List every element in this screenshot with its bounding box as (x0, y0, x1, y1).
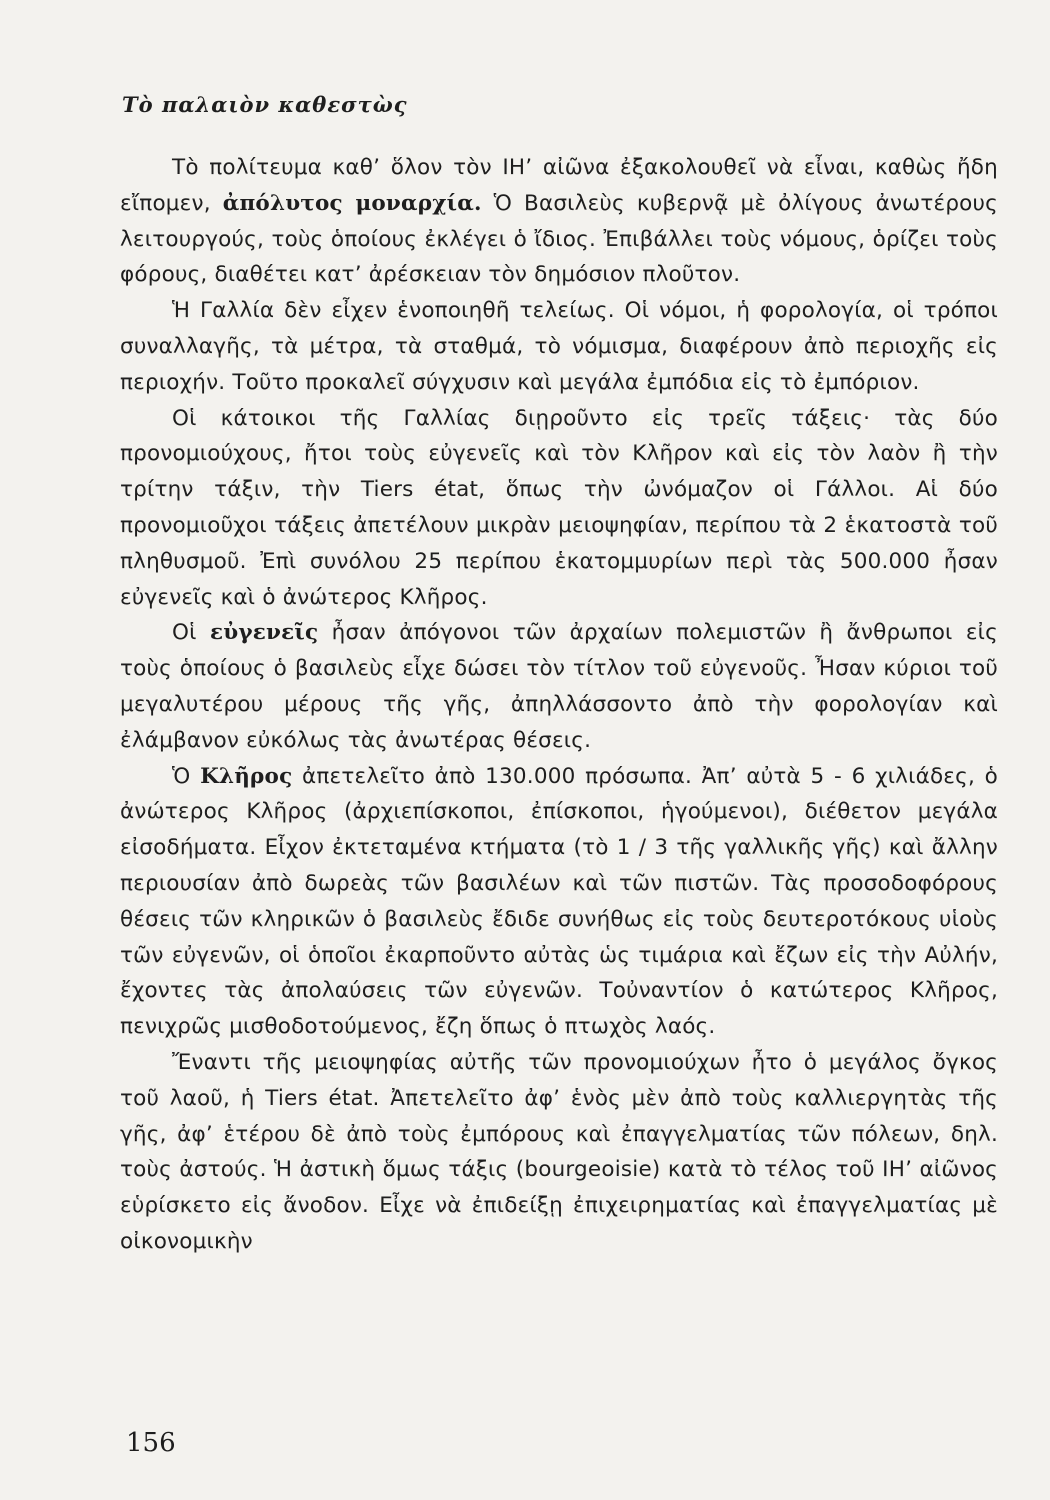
paragraph: Οἱ κάτοικοι τῆς Γαλλίας διῃροῦντο εἰς τρεῖς τάξεις· τὰς δύο προνομιούχους, ἤτοι τοὺς εὐγενεῖς καὶ τὸν Κλῆρον καὶ εἰς τὸν λαὸν ἢ τὴν τρίτην τάξιν, τὴν Tiers état, ὅπως τὴν ὠνόμαζον οἱ Γάλλοι. Αἱ δύο προνομιοῦχοι τάξεις ἀπετέλουν μικρὰν μειοψηφίαν, περίπου τὰ 2 ἑκατοστὰ τοῦ πληθυσμοῦ. Ἐπὶ συνόλου 25 περίπου ἑκατομμυρίων περὶ τὰς 500.000 ἦσαν εὐγενεῖς καὶ ὁ ἀνώτερος Κλῆρος. (120, 405, 998, 610)
emphasis: Κλῆρος (200, 763, 293, 789)
emphasis: εὐγενεῖς (209, 620, 319, 646)
emphasis: ἀπόλυτος μοναρχία. (222, 190, 482, 216)
paragraph: Ἡ Γαλλία δὲν εἶχεν ἑνοποιηθῆ τελείως. Οἱ νόμοι, ἡ φορολογία, οἱ τρόποι συναλλαγῆς, τὰ μέτρα, τὰ σταθμά, τὸ νόμισμα, διαφέρουν ἀπὸ περιοχῆς εἰς περιοχήν. Τοῦτο προκαλεῖ σύγχυσιν καὶ μεγάλα ἐμπόδια εἰς τὸ ἐμπόριον. (120, 298, 998, 395)
paragraph: Ἔναντι τῆς μειοψηφίας αὐτῆς τῶν προνομιούχων ἦτο ὁ μεγάλος ὄγκος τοῦ λαοῦ, ἡ Tiers état. Ἀπετελεῖτο ἀφ’ ἑνὸς μὲν ἀπὸ τοὺς καλλιεργητὰς τῆς γῆς, ἀφ’ ἑτέρου δὲ ἀπὸ τοὺς ἐμπόρους καὶ ἐπαγγελματίας τῶν πόλεων, δηλ. τοὺς ἀστούς. Ἡ ἀστικὴ ὅμως τάξις (bourgeoisie) κατὰ τὸ τέλος τοῦ ΙΗ’ αἰῶνος εὑρίσκετο εἰς ἄνοδον. Εἶχε νὰ ἐπιδείξῃ ἐπιχειρηματίας καὶ ἐπαγγελματίας μὲ οἰκονομικὴν (120, 1049, 998, 1254)
paragraph: Οἱ εὐγενεῖς ἦσαν ἀπόγονοι τῶν ἀρχαίων πολεμιστῶν ἢ ἄνθρωποι εἰς τοὺς ὁποίους ὁ βασιλεὺς εἶχε δώσει τὸν τίτλον τοῦ εὐγενοῦς. Ἦσαν κύριοι τοῦ μεγαλυτέρου μέρους τῆς γῆς, ἀπηλλάσσοντο ἀπὸ τὴν φορολογίαν καὶ ἐλάμβανον εὐκόλως τὰς ἀνωτέρας θέσεις. (120, 620, 998, 753)
page-number: 156 (126, 1428, 176, 1458)
paragraph: Τὸ πολίτευμα καθ’ ὅλον τὸν ΙΗ’ αἰῶνα ἐξακολουθεῖ νὰ εἶναι, καθὼς ἤδη εἴπομεν, ἀπόλυτος μοναρχία. Ὁ Βασιλεὺς κυβερνᾷ μὲ ὀλίγους ἀνωτέρους λειτουργούς, τοὺς ὁποίους ἐκλέγει ὁ ἴδιος. Ἐπιβάλλει τοὺς νόμους, ὁρίζει τοὺς φόρους, διαθέτει κατ’ ἀρέσκειαν τὸν δημόσιον πλοῦτον. (120, 155, 998, 288)
body-text (120, 150, 998, 1260)
paragraph: Ὁ Κλῆρος ἀπετελεῖτο ἀπὸ 130.000 πρόσωπα. Ἀπ’ αὐτὰ 5 - 6 χιλιάδες, ὁ ἀνώτερος Κλῆρος (ἀρχιεπίσκοποι, ἐπίσκοποι, ἡγούμενοι), διέθετον μεγάλα εἰσοδήματα. Εἶχον ἐκτεταμένα κτήματα (τὸ 1 / 3 τῆς γαλλικῆς γῆς) καὶ ἄλλην περιουσίαν ἀπὸ δωρεὰς τῶν βασιλέων καὶ τῶν πιστῶν. Τὰς προσοδοφόρους θέσεις τῶν κληρικῶν ὁ βασιλεὺς ἔδιδε συνήθως εἰς τοὺς δευτεροτόκους υἱοὺς τῶν εὐγενῶν, οἱ ὁποῖοι ἐκαρποῦντο αὐτὰς ὡς τιμάρια καὶ ἔζων εἰς τὴν Αὐλήν, ἔχοντες τὰς ἀπολαύσεις τῶν εὐγενῶν. Τοὐναντίον ὁ κατώτερος Κλῆρος, πενιχρῶς μισθοδοτούμενος, ἔζη ὅπως ὁ πτωχὸς λαός. (120, 763, 998, 1040)
section-heading: Τὸ παλαιὸν καθεστὼς (122, 92, 408, 117)
